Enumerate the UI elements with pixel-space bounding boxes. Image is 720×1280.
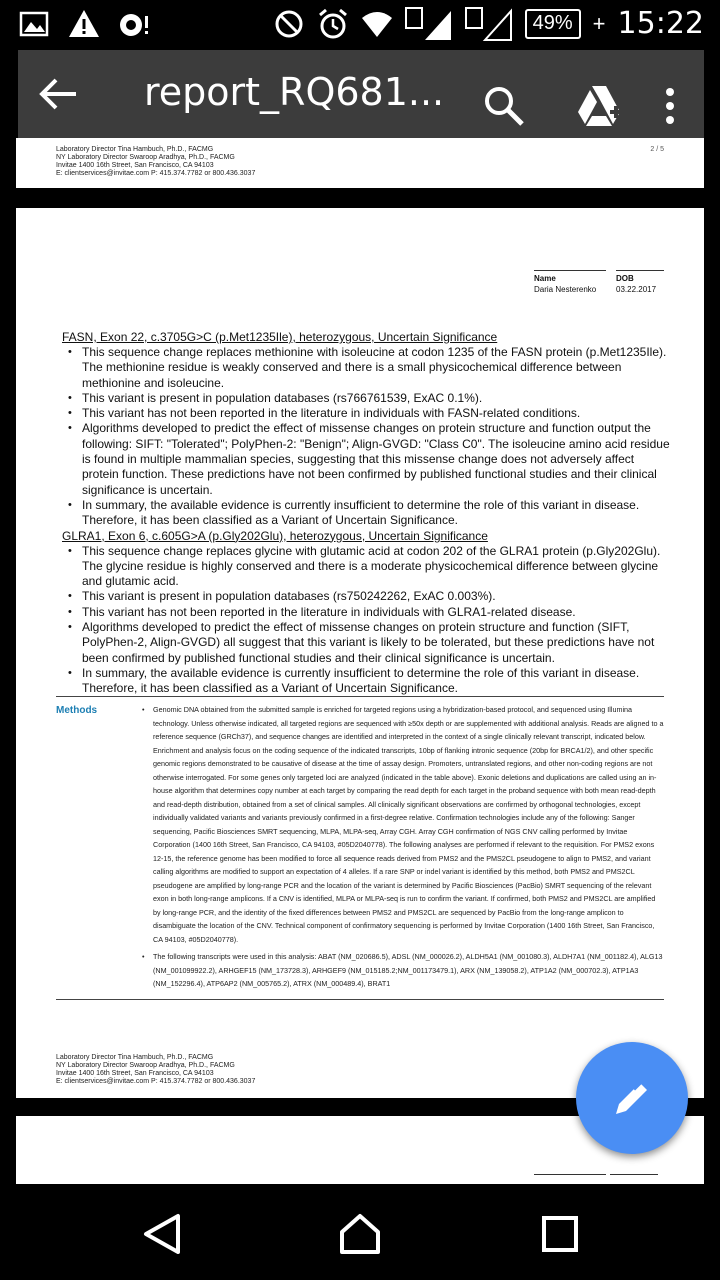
name-label: Name xyxy=(534,274,556,283)
variant-bullets xyxy=(64,345,674,529)
nav-home-icon[interactable] xyxy=(338,1212,382,1256)
footer-line: NY Laboratory Director Swaroop Aradhya, Ph.D., FACMG xyxy=(56,154,235,161)
patient-name-block xyxy=(534,270,606,295)
signal-sim1-icon xyxy=(405,7,453,41)
name-value: Daria Nesterenko xyxy=(534,285,597,294)
footer-line: Invitae 1400 16th Street, San Francisco, CA 94103 xyxy=(56,162,214,169)
pdf-page-current xyxy=(16,208,704,1098)
drive-add-icon[interactable] xyxy=(576,84,624,128)
do-not-disturb-icon xyxy=(273,8,305,40)
clock: 15:22 xyxy=(617,6,704,41)
battery-level: 49% xyxy=(532,12,573,34)
list-item: • Algorithms developed to predict the effect of missense changes on protein structure and function (SIFT, PolyPhen-2, Align-GVGD) all suggest that this variant is likely to be tolerated, but these predictions have not been confirmed by published functional studies and their clinical significance is uncertain. xyxy=(64,620,674,666)
footer-line: E: clientservices@invitae.com P: 415.374.7782 or 800.436.3037 xyxy=(56,170,256,177)
footer-line: E: clientservices@invitae.com P: 415.374.7782 or 800.436.3037 xyxy=(56,1078,256,1085)
charging-icon: + xyxy=(592,10,606,36)
document-title: report_RQ681... xyxy=(144,70,444,114)
list-item: • This variant has not been reported in the literature in individuals with GLRA1-related disease. xyxy=(64,605,674,620)
variant-heading: FASN, Exon 22, c.3705G>C (p.Met1235Ile), heterozygous, Uncertain Significance xyxy=(62,330,498,344)
footer-line: NY Laboratory Director Swaroop Aradhya, Ph.D., FACMG xyxy=(56,1062,235,1069)
page-number: 2 / 5 xyxy=(650,146,664,153)
variant-bullets xyxy=(64,544,674,697)
patient-header xyxy=(534,270,664,295)
navigation-bar xyxy=(0,1184,720,1280)
nav-recents-icon[interactable] xyxy=(538,1212,582,1256)
nav-back-icon[interactable] xyxy=(140,1212,184,1256)
list-item: • This sequence change replaces methionine with isoleucine at codon 1235 of the FASN protein (p.Met1235Ile). The methionine residue is weakly conserved and there is a small physicochemical difference between methionine and isoleucine. xyxy=(64,345,674,391)
document-viewer[interactable] xyxy=(0,138,720,1184)
variant-section xyxy=(62,330,674,697)
signal-sim2-icon xyxy=(465,7,513,41)
footer-line: Laboratory Director Tina Hambuch, Ph.D., FACMG xyxy=(56,1054,214,1061)
patient-dob-block xyxy=(616,270,664,295)
next-page-dob-rule xyxy=(610,1174,658,1175)
list-item: • This variant is present in population databases (rs766761539, ExAC 0.1%). xyxy=(64,391,674,406)
methods-paragraph: • The following transcripts were used in this analysis: ABAT (NM_020686.5), ADSL (NM_000026.2), ALDH5A1 (NM_001080.3), ALDH7A1 (NM_001182.4), ALG13 (NM_001099922.2), ARHGEF15 (NM_173728.3), ARHGEF9 (NM_015185.2;NM_001173479.1), ARX (NM_139058.2), ATP1A2 (NM_000702.3), ATP1A3 (NM_152296.4), ATP6AP2 (NM_005765.2), ATRX (NM_000489.4), BRAT1 xyxy=(142,950,664,991)
methods-body xyxy=(142,703,664,991)
alert-notification-icon xyxy=(118,8,150,40)
dob-label: DOB xyxy=(616,274,634,283)
warning-icon xyxy=(68,8,100,40)
wifi-icon xyxy=(361,8,393,40)
list-item: • Algorithms developed to predict the effect of missense changes on protein structure and function output the following: SIFT: "Tolerated"; PolyPhen-2: "Benign"; Align-GVGD: "Class C0". The isoleucine amino acid residue is found in multiple mammalian species, suggesting that this missense change does not adversely affect protein function. These predictions have not been confirmed by published functional studies and their clinical significance is uncertain. xyxy=(64,421,674,497)
methods-label: Methods xyxy=(56,705,98,716)
methods-paragraph: • Genomic DNA obtained from the submitted sample is enriched for targeted regions using a hybridization-based protocol, and sequenced using Illumina technology. Unless otherwise indicated, all targeted regions are sequenced with ≥50x depth or are supplemented with additional analysis. Reads are aligned to a reference sequence (GRCh37), and sequence changes are identified and interpreted in the context of a single clinically relevant transcript, indicated below. Enrichment and analysis focus on the coding sequence of the indicated transcripts, 10bp of flanking intronic sequence (20bp for BRCA1/2), and other specific genomic regions demonstrated to be causative of disease at the time of assay design. Promoters, untranslated regions, and other non-coding regions are not otherwise interrogated. For some genes only targeted loci are analyzed (indicated in the table above). Exonic deletions and duplications are called using an in-house algorithm that determines copy number at each target by comparing the read depth for each target in the proband sequence with both mean read-depth and read-depth distribution, obtained from a set of clinical samples. All clinically significant observations are confirmed by orthogonal technologies, except individually validated variants and variants previously confirmed in a first-degree relative. Confirmation technologies include any of the following: Sanger sequencing, Pacific Biosciences SMRT sequencing, MLPA, MLPA-seq, Array CGH. Array CGH confirmation of NGS CNV calling performed by Invitae Corporation (1400 16th Street, San Francisco, CA 94103, #05D2040778). The following analyses are performed if relevant to the requisition. For PMS2 exons 12-15, the reference genome has been modified to force all sequence reads derived from PMS2 and the PMS2CL pseudogene to align to PMS2, and variant calling algorithms are modified to support an expectation of 4 alleles. If a rare SNP or indel variant is identified by this method, both PMS2 and PMS2CL pseudogene are amplified by long-range PCR and the location of the variant is determined by Pacific Biosciences (PacBio) SMRT sequencing of the relevant exon in both long-range amplicons. If a CNV is identified, MLPA or MLPA-seq is run to confirm the variant. If confirmed, both PMS2 and PMS2CL are amplified by long-range PCR, and the identity of the fixed differences between PMS2 and PMS2CL are sequenced by PacBio from the long-range amplicon to disambiguate the location of the CNV. Technical component of confirmatory sequencing is performed by Invitae Corporation (1400 16th Street, San Francisco, CA 94103, #05D2040778). xyxy=(142,703,664,946)
search-icon[interactable] xyxy=(482,84,526,128)
list-item: • This variant has not been reported in the literature in individuals with FASN-related conditions. xyxy=(64,406,674,421)
battery-indicator xyxy=(525,9,581,39)
list-item: • This sequence change replaces glycine with glutamic acid at codon 202 of the GLRA1 protein (p.Gly202Glu). The glycine residue is highly conserved and there is a moderate physicochemical difference between glycine and glutamic acid. xyxy=(64,544,674,590)
page-footer xyxy=(56,1054,255,1086)
footer-line: Invitae 1400 16th Street, San Francisco, CA 94103 xyxy=(56,1070,214,1077)
pdf-page-previous xyxy=(16,138,704,188)
page-footer xyxy=(56,146,255,178)
alarm-icon xyxy=(317,8,349,40)
more-options-icon[interactable] xyxy=(658,86,682,130)
methods-section xyxy=(56,696,664,1000)
list-item: • This variant is present in population databases (rs750242262, ExAC 0.003%). xyxy=(64,589,674,604)
back-arrow-icon[interactable] xyxy=(36,72,80,116)
status-bar xyxy=(0,0,720,50)
app-bar xyxy=(18,50,704,138)
list-item: • In summary, the available evidence is currently insufficient to determine the role of this variant in disease. Therefore, it has been classified as a Variant of Uncertain Significance. xyxy=(64,666,674,697)
variant-heading: GLRA1, Exon 6, c.605G>A (p.Gly202Glu), heterozygous, Uncertain Significance xyxy=(62,528,488,543)
dob-value: 03.22.2017 xyxy=(616,285,657,294)
pencil-icon xyxy=(612,1078,652,1118)
footer-line: Laboratory Director Tina Hambuch, Ph.D., FACMG xyxy=(56,146,214,153)
edit-fab-button[interactable] xyxy=(576,1042,688,1154)
image-notification-icon xyxy=(18,8,50,40)
next-page-name-rule xyxy=(534,1174,606,1175)
list-item: • In summary, the available evidence is currently insufficient to determine the role of this variant in disease. Therefore, it has been classified as a Variant of Uncertain Significance. xyxy=(64,498,674,529)
